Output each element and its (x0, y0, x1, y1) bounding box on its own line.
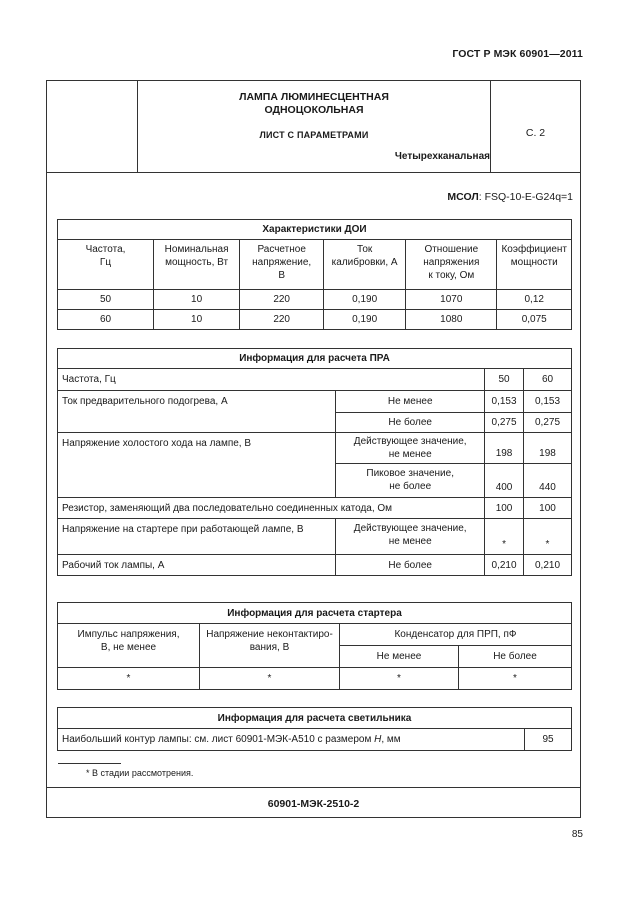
doi-cell: 0,190 (324, 290, 406, 310)
sheet-code: 60901-МЭК-2510-2 (267, 798, 360, 810)
table-row (58, 498, 572, 519)
preheat-min-50: 0,153 (485, 391, 524, 413)
starter-voltage-label: Напряжение на стартере при работающей лампе, В (58, 519, 336, 555)
doi-header-cell: Ток калибровки, А (324, 240, 406, 290)
starter-col-pulse: Импульс напряжения, В, не менее (58, 624, 200, 668)
luminaire-label (58, 729, 525, 751)
doi-cell: 1070 (406, 290, 497, 310)
doi-cell: 10 (154, 290, 240, 310)
lamp-current-sub: Не более (336, 555, 485, 576)
doi-header-row (58, 240, 572, 290)
preheat-max-label: Не более (336, 413, 485, 433)
standard-header: ГОСТ Р МЭК 60901—2011 (452, 48, 583, 60)
freq-60: 60 (524, 369, 572, 391)
starter-voltage-50: * (485, 519, 524, 555)
table-row (58, 391, 572, 413)
sheet-title: ЛИСТ С ПАРАМЕТРАМИ (259, 130, 369, 140)
footnote-rule (58, 763, 121, 764)
table-row (58, 729, 572, 751)
luminaire-label-text: Наибольший контур лампы: см. лист 60901-МЭК-А510 с размером (62, 734, 375, 745)
ocv-peak-50: 400 (485, 464, 524, 498)
preheat-min-label: Не менее (336, 391, 485, 413)
resistor-label: Резистор, заменяющий два последовательно соединенных катода, Ом (58, 498, 485, 519)
doi-cell: 220 (240, 290, 324, 310)
luminaire-caption: Информация для расчета светильника (58, 708, 572, 729)
doi-header-cell: Номинальная мощность, Вт (154, 240, 240, 290)
freq-label: Частота, Гц (58, 369, 485, 391)
resistor-60: 100 (524, 498, 572, 519)
ocv-peak-60: 440 (524, 464, 572, 498)
lamp-current-50: 0,210 (485, 555, 524, 576)
luminaire-label-unit: , мм (381, 734, 401, 745)
luminaire-value: 95 (525, 729, 572, 751)
starter-value: * (459, 668, 572, 690)
table-row (58, 519, 572, 555)
lamp-title-line1: ЛАМПА ЛЮМИНЕСЦЕНТНАЯ (239, 91, 389, 103)
lamp-title-line2: ОДНОЦОКОЛЬНАЯ (264, 104, 364, 116)
doi-cell: 1080 (406, 310, 497, 330)
ocv-rms-60: 198 (524, 433, 572, 464)
mcol-designation (447, 191, 573, 203)
doi-cell: 0,075 (497, 310, 572, 330)
luminaire-table (57, 707, 572, 751)
table-row (58, 555, 572, 576)
starter-value: * (340, 668, 459, 690)
ocv-rms-label: Действующее значение, не менее (336, 433, 485, 464)
ocv-rms-50: 198 (485, 433, 524, 464)
ocv-peak-label: Пиковое значение, не более (336, 464, 485, 498)
lamp-current-label: Рабочий ток лампы, А (58, 555, 336, 576)
table-row (58, 310, 572, 330)
preheat-min-60: 0,153 (524, 391, 572, 413)
starter-table (57, 602, 572, 690)
page-number: 85 (571, 829, 583, 840)
ballast-table (57, 348, 572, 576)
mcol-label: МСОЛ (447, 191, 479, 203)
starter-value: * (58, 668, 200, 690)
table-row (58, 369, 572, 391)
doi-cell: 10 (154, 310, 240, 330)
doi-cell: 60 (58, 310, 154, 330)
ocv-label: Напряжение холостого хода на лампе, В (58, 433, 336, 498)
doi-header-cell: Коэффициент мощности (497, 240, 572, 290)
table-row (58, 433, 572, 464)
lamp-current-60: 0,210 (524, 555, 572, 576)
doi-header-cell: Отношение напряжения к току, Ом (406, 240, 497, 290)
starter-col-capacitor: Конденсатор для ПРП, пФ (340, 624, 572, 646)
doi-table (57, 219, 572, 330)
starter-col-noncontact: Напряжение неконтактиро- вания, В (200, 624, 340, 668)
sheet-page: С. 2 (525, 127, 546, 139)
ballast-caption: Информация для расчета ПРА (58, 349, 572, 369)
resistor-50: 100 (485, 498, 524, 519)
doi-header-cell: Частота, Гц (58, 240, 154, 290)
footer-rule (46, 787, 581, 788)
preheat-label: Ток предварительного подогрева, А (58, 391, 336, 433)
lamp-title (138, 91, 490, 117)
title-divider-right (490, 80, 491, 172)
doi-header-cell: Расчетное напряжение, В (240, 240, 324, 290)
doi-cell: 50 (58, 290, 154, 310)
table-row (58, 624, 572, 646)
table-row (58, 290, 572, 310)
table-row (58, 668, 572, 690)
doi-cell: 220 (240, 310, 324, 330)
mcol-value: : FSQ-10-E-G24q=1 (478, 191, 573, 203)
doi-caption: Характеристики ДОИ (58, 220, 572, 240)
lamp-variant: Четырехканальная (394, 151, 490, 162)
capacitor-max-label: Не более (459, 646, 572, 668)
freq-50: 50 (485, 369, 524, 391)
capacitor-min-label: Не менее (340, 646, 459, 668)
starter-caption: Информация для расчета стартера (58, 603, 572, 624)
starter-value: * (200, 668, 340, 690)
luminaire-label-dimension: H (374, 734, 382, 745)
starter-voltage-sub: Действующее значение, не менее (336, 519, 485, 555)
doi-cell: 0,190 (324, 310, 406, 330)
footnote: * В стадии рассмотрения. (86, 768, 194, 778)
preheat-max-50: 0,275 (485, 413, 524, 433)
starter-voltage-60: * (524, 519, 572, 555)
preheat-max-60: 0,275 (524, 413, 572, 433)
doi-cell: 0,12 (497, 290, 572, 310)
